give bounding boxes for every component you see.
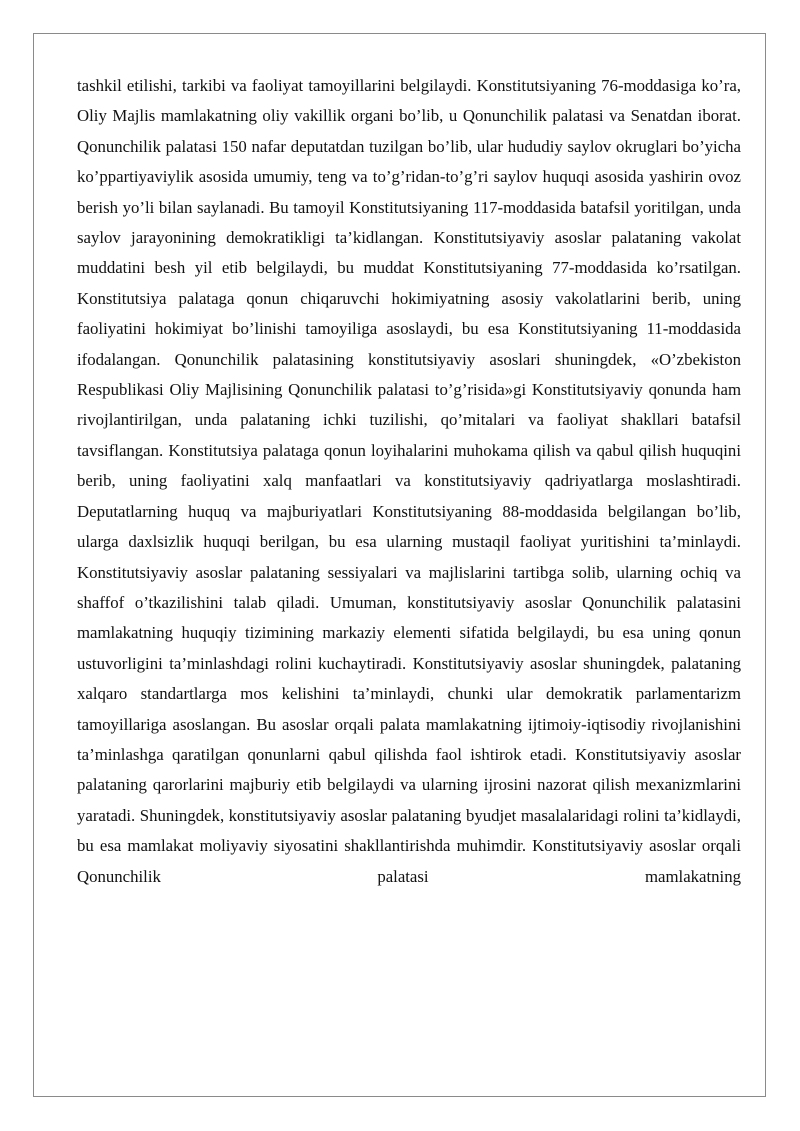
body-paragraph: tashkil etilishi, tarkibi va faoliyat tamoyillarini belgilaydi. Konstitutsiyaning 76-moddasiga ko’ra, Oliy Majlis mamlakatning oliy vakillik organi bo’lib, u Qonunchilik palatasi va Senatdan iborat. Qonunchilik palatasi 150 nafar deputatdan tuzilgan bo’lib, ular hududiy saylov okruglari bo’yicha ko’ppartiyaviylik asosida umumiy, teng va to’g’ridan-to’g’ri saylov huquqi asosida yashirin ovoz berish yo’li bilan saylanadi. Bu tamoyil Konstitutsiyaning 117-moddasida batafsil yoritilgan, unda saylov jarayonining demokratikligi ta’kidlangan. Konstitutsiyaviy asoslar palataning vakolat muddatini besh yil etib belgilaydi, bu muddat Konstitutsiyaning 77-moddasida ko’rsatilgan. Konstitutsiya palataga qonun chiqaruvchi hokimiyatning asosiy vakolatlarini berib, uning faoliyatini hokimiyat bo’linishi tamoyiliga asoslaydi, bu esa Konstitutsiyaning 11-moddasida ifodalangan. Qonunchilik palatasining konstitutsiyaviy asoslari shuningdek, «O’zbekiston Respublikasi Oliy Majlisining Qonunchilik palatasi to’g’risida»gi Konstitutsiyaviy qonunda ham rivojlantirilgan, unda palataning ichki tuzilishi, qo’mitalari va faoliyat shakllari batafsil tavsiflangan. Konstitutsiya palataga qonun loyihalarini muhokama qilish va qabul qilish huquqini berib, uning faoliyatini xalq manfaatlari va konstitutsiyaviy qadriyatlarga moslashtiradi. Deputatlarning huquq va majburiyatlari Konstitutsiyaning 88-moddasida belgilangan bo’lib, ularga daxlsizlik huquqi berilgan, bu esa ularning mustaqil faoliyat yuritishini ta’minlaydi. Konstitutsiyaviy asoslar palataning sessiyalari va majlislarini tartibga solib, ularning ochiq va shaffof o’tkazilishini talab qiladi. Umuman, konstitutsiyaviy asoslar Qonunchilik palatasini mamlakatning huquqiy tizimining markaziy elementi sifatida belgilaydi, bu esa uning qonun ustuvorligini ta’minlashdagi rolini kuchaytiradi. Konstitutsiyaviy asoslar shuningdek, palataning xalqaro standartlarga mos kelishini ta’minlaydi, chunki ular demokratik parlamentarizm tamoyillariga asoslangan. Bu asoslar orqali palata mamlakatning ijtimoiy-iqtisodiy rivojlanishini ta’minlashga qaratilgan qonunlarni qabul qilishda faol ishtirok etadi. Konstitutsiyaviy asoslar palataning qarorlarini majburiy etib belgilaydi va ularning ijrosini nazorat qilish mexanizmlarini yaratadi. Shuningdek, konstitutsiyaviy asoslar palataning byudjet masalalaridagi rolini ta’kidlaydi, bu esa mamlakat moliyaviy siyosatini shakllantirishda muhimdir. Konstitutsiyaviy asoslar orqali Qonunchilik palatasi mamlakatning (77, 76, 741, 886)
